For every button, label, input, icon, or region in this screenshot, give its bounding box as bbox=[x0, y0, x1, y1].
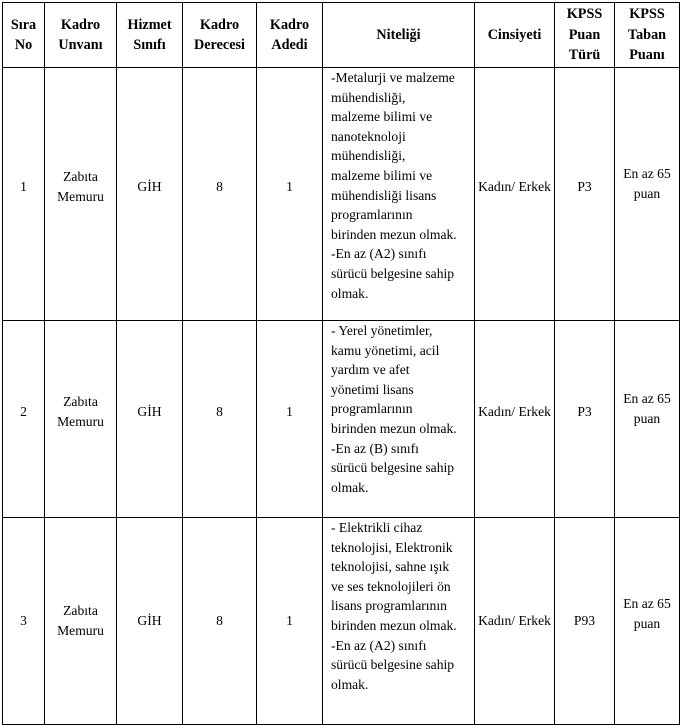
cell-kpss-puan-turu: P93 bbox=[555, 518, 615, 725]
cell-hizmet-sinifi: GİH bbox=[117, 321, 183, 518]
cell-kpss-puan-turu: P3 bbox=[555, 321, 615, 518]
cell-kpss-taban-puani: En az 65 puan bbox=[615, 321, 680, 518]
cell-kadro-unvani: Zabıta Memuru bbox=[45, 518, 117, 725]
cell-sira-no: 3 bbox=[3, 518, 45, 725]
header-hizmet-sinifi: Hizmet Sınıfı bbox=[117, 3, 183, 68]
header-kpss-taban-puani: KPSS Taban Puanı bbox=[615, 3, 680, 68]
table-row bbox=[3, 68, 680, 321]
cell-cinsiyeti: Kadın/ Erkek bbox=[475, 321, 555, 518]
cell-sira-no: 1 bbox=[3, 68, 45, 321]
header-kadro-unvani: Kadro Unvanı bbox=[45, 3, 117, 68]
table-header bbox=[3, 3, 680, 68]
header-niteligi: Niteliği bbox=[323, 3, 475, 68]
cell-sira-no: 2 bbox=[3, 321, 45, 518]
header-sira-no: Sıra No bbox=[3, 3, 45, 68]
cell-cinsiyeti: Kadın/ Erkek bbox=[475, 68, 555, 321]
header-cinsiyeti: Cinsiyeti bbox=[475, 3, 555, 68]
header-kadro-derecesi: Kadro Derecesi bbox=[183, 3, 257, 68]
cell-kadro-adedi: 1 bbox=[257, 68, 323, 321]
cell-kadro-unvani: Zabıta Memuru bbox=[45, 321, 117, 518]
cell-kadro-unvani: Zabıta Memuru bbox=[45, 68, 117, 321]
cell-cinsiyeti: Kadın/ Erkek bbox=[475, 518, 555, 725]
table-row bbox=[3, 518, 680, 725]
cell-hizmet-sinifi: GİH bbox=[117, 518, 183, 725]
cell-kadro-derecesi: 8 bbox=[183, 518, 257, 725]
cell-hizmet-sinifi: GİH bbox=[117, 68, 183, 321]
cell-kadro-adedi: 1 bbox=[257, 321, 323, 518]
cell-kadro-derecesi: 8 bbox=[183, 68, 257, 321]
cell-niteligi: - Yerel yönetimler, kamu yönetimi, acil yardım ve afet yönetimi lisans programlarının birinden mezun olmak. -En az (B) sınıfı sürücü belgesine sahip olmak. bbox=[323, 321, 475, 518]
header-kpss-puan-turu: KPSS Puan Türü bbox=[555, 3, 615, 68]
cell-kpss-taban-puani: En az 65 puan bbox=[615, 68, 680, 321]
cell-niteligi: -Metalurji ve malzeme mühendisliği, malzeme bilimi ve nanoteknoloji mühendisliği, malzeme bilimi ve mühendisliği lisans programlarının birinden mezun olmak. -En az (A2) sınıfı sürücü belgesine sahip olmak. bbox=[323, 68, 475, 321]
cell-kadro-derecesi: 8 bbox=[183, 321, 257, 518]
header-row bbox=[3, 3, 680, 68]
cell-kadro-adedi: 1 bbox=[257, 518, 323, 725]
header-kadro-adedi: Kadro Adedi bbox=[257, 3, 323, 68]
cell-niteligi: - Elektrikli cihaz teknolojisi, Elektronik teknolojisi, sahne ışık ve ses teknolojileri ön lisans programlarının birinden mezun olmak. -En az (A2) sınıfı sürücü belgesine sahip olmak. bbox=[323, 518, 475, 725]
cell-kpss-taban-puani: En az 65 puan bbox=[615, 518, 680, 725]
kadro-table bbox=[2, 2, 680, 725]
table-body bbox=[3, 68, 680, 725]
table-row bbox=[3, 321, 680, 518]
cell-kpss-puan-turu: P3 bbox=[555, 68, 615, 321]
